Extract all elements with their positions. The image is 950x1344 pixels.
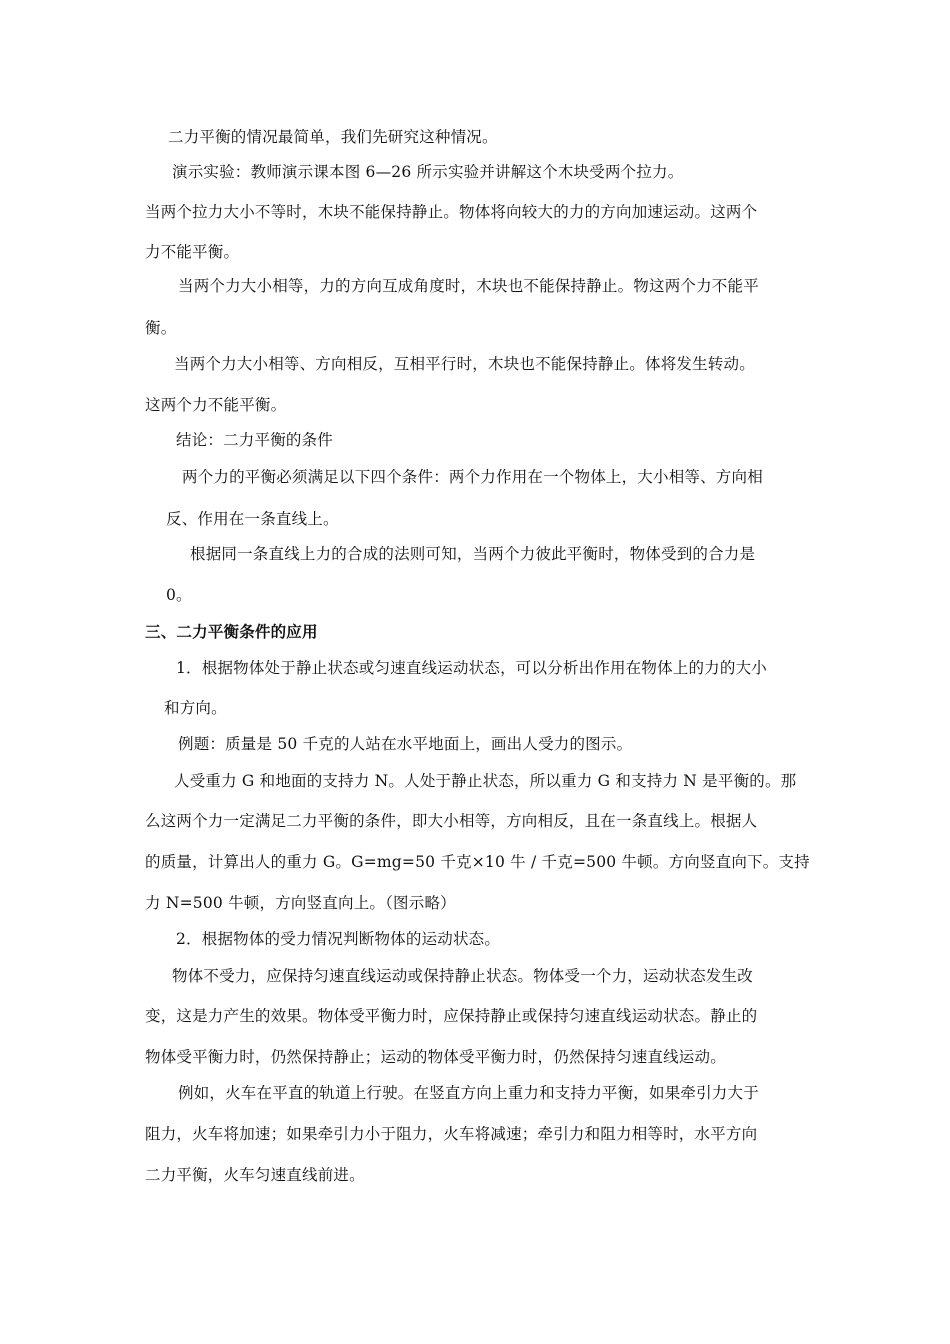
paragraph-line: 二力平衡，火车匀速直线前进。	[145, 1166, 365, 1184]
paragraph-line: 例题：质量是 50 千克的人站在水平地面上，画出人受力的图示。	[178, 735, 633, 753]
paragraph-line: 物体受平衡力时，仍然保持静止；运动的物体受平衡力时，仍然保持匀速直线运动。	[145, 1048, 726, 1066]
paragraph-line: 二力平衡的情况最简单，我们先研究这种情况。	[168, 128, 498, 146]
paragraph-line: 当两个拉力大小不等时，木块不能保持静止。物体将向较大的力的方向加速运动。这两个	[145, 203, 758, 221]
paragraph-line: 2．根据物体的受力情况判断物体的运动状态。	[176, 930, 501, 948]
paragraph-line: 么这两个力一定满足二力平衡的条件，即大小相等，方向相反，且在一条直线上。根据人	[145, 812, 758, 830]
paragraph-line: 衡。	[145, 319, 177, 337]
paragraph-line: 两个力的平衡必须满足以下四个条件：两个力作用在一个物体上，大小相等、方向相	[182, 468, 763, 486]
paragraph-line: 的质量，计算出人的重力 G。G=mg=50 千克×10 牛 / 千克=500 牛顿。方向竖直向下。支持	[145, 853, 810, 871]
paragraph-line: 根据同一条直线上力的合成的法则可知，当两个力彼此平衡时，物体受到的合力是	[190, 545, 756, 563]
paragraph-line: 力不能平衡。	[145, 243, 240, 261]
paragraph-line: 例如，火车在平直的轨道上行驶。在竖直方向上重力和支持力平衡，如果牵引力大于	[178, 1084, 759, 1102]
paragraph-line: 变，这是力产生的效果。物体受平衡力时，应保持静止或保持匀速直线运动状态。静止的	[145, 1007, 758, 1025]
paragraph-line: 反、作用在一条直线上。	[166, 510, 339, 528]
paragraph-line: 演示实验：教师演示课本图 6—26 所示实验并讲解这个木块受两个拉力。	[172, 163, 684, 181]
section-heading: 三、二力平衡条件的应用	[145, 623, 318, 641]
paragraph-line: 物体不受力，应保持匀速直线运动或保持静止状态。物体受一个力，运动状态发生改	[172, 967, 753, 985]
paragraph-line: 1．根据物体处于静止状态或匀速直线运动状态，可以分析出作用在物体上的力的大小	[176, 659, 767, 677]
paragraph-line: 0。	[166, 586, 192, 604]
paragraph-line: 当两个力大小相等、方向相反，互相平行时，木块也不能保持静止。体将发生转动。	[174, 355, 755, 373]
paragraph-line: 阻力，火车将加速；如果牵引力小于阻力，火车将减速；牵引力和阻力相等时，水平方向	[145, 1125, 758, 1143]
paragraph-line: 人受重力 G 和地面的支持力 N。人处于静止状态，所以重力 G 和支持力 N 是平衡的。那	[174, 772, 797, 790]
paragraph-line: 力 N=500 牛顿，方向竖直向上。（图示略）	[145, 894, 456, 912]
paragraph-line: 结论：二力平衡的条件	[176, 431, 334, 449]
paragraph-line: 这两个力不能平衡。	[145, 396, 287, 414]
paragraph-line: 和方向。	[164, 699, 227, 717]
paragraph-line: 当两个力大小相等，力的方向互成角度时，木块也不能保持静止。物这两个力不能平	[178, 277, 759, 295]
